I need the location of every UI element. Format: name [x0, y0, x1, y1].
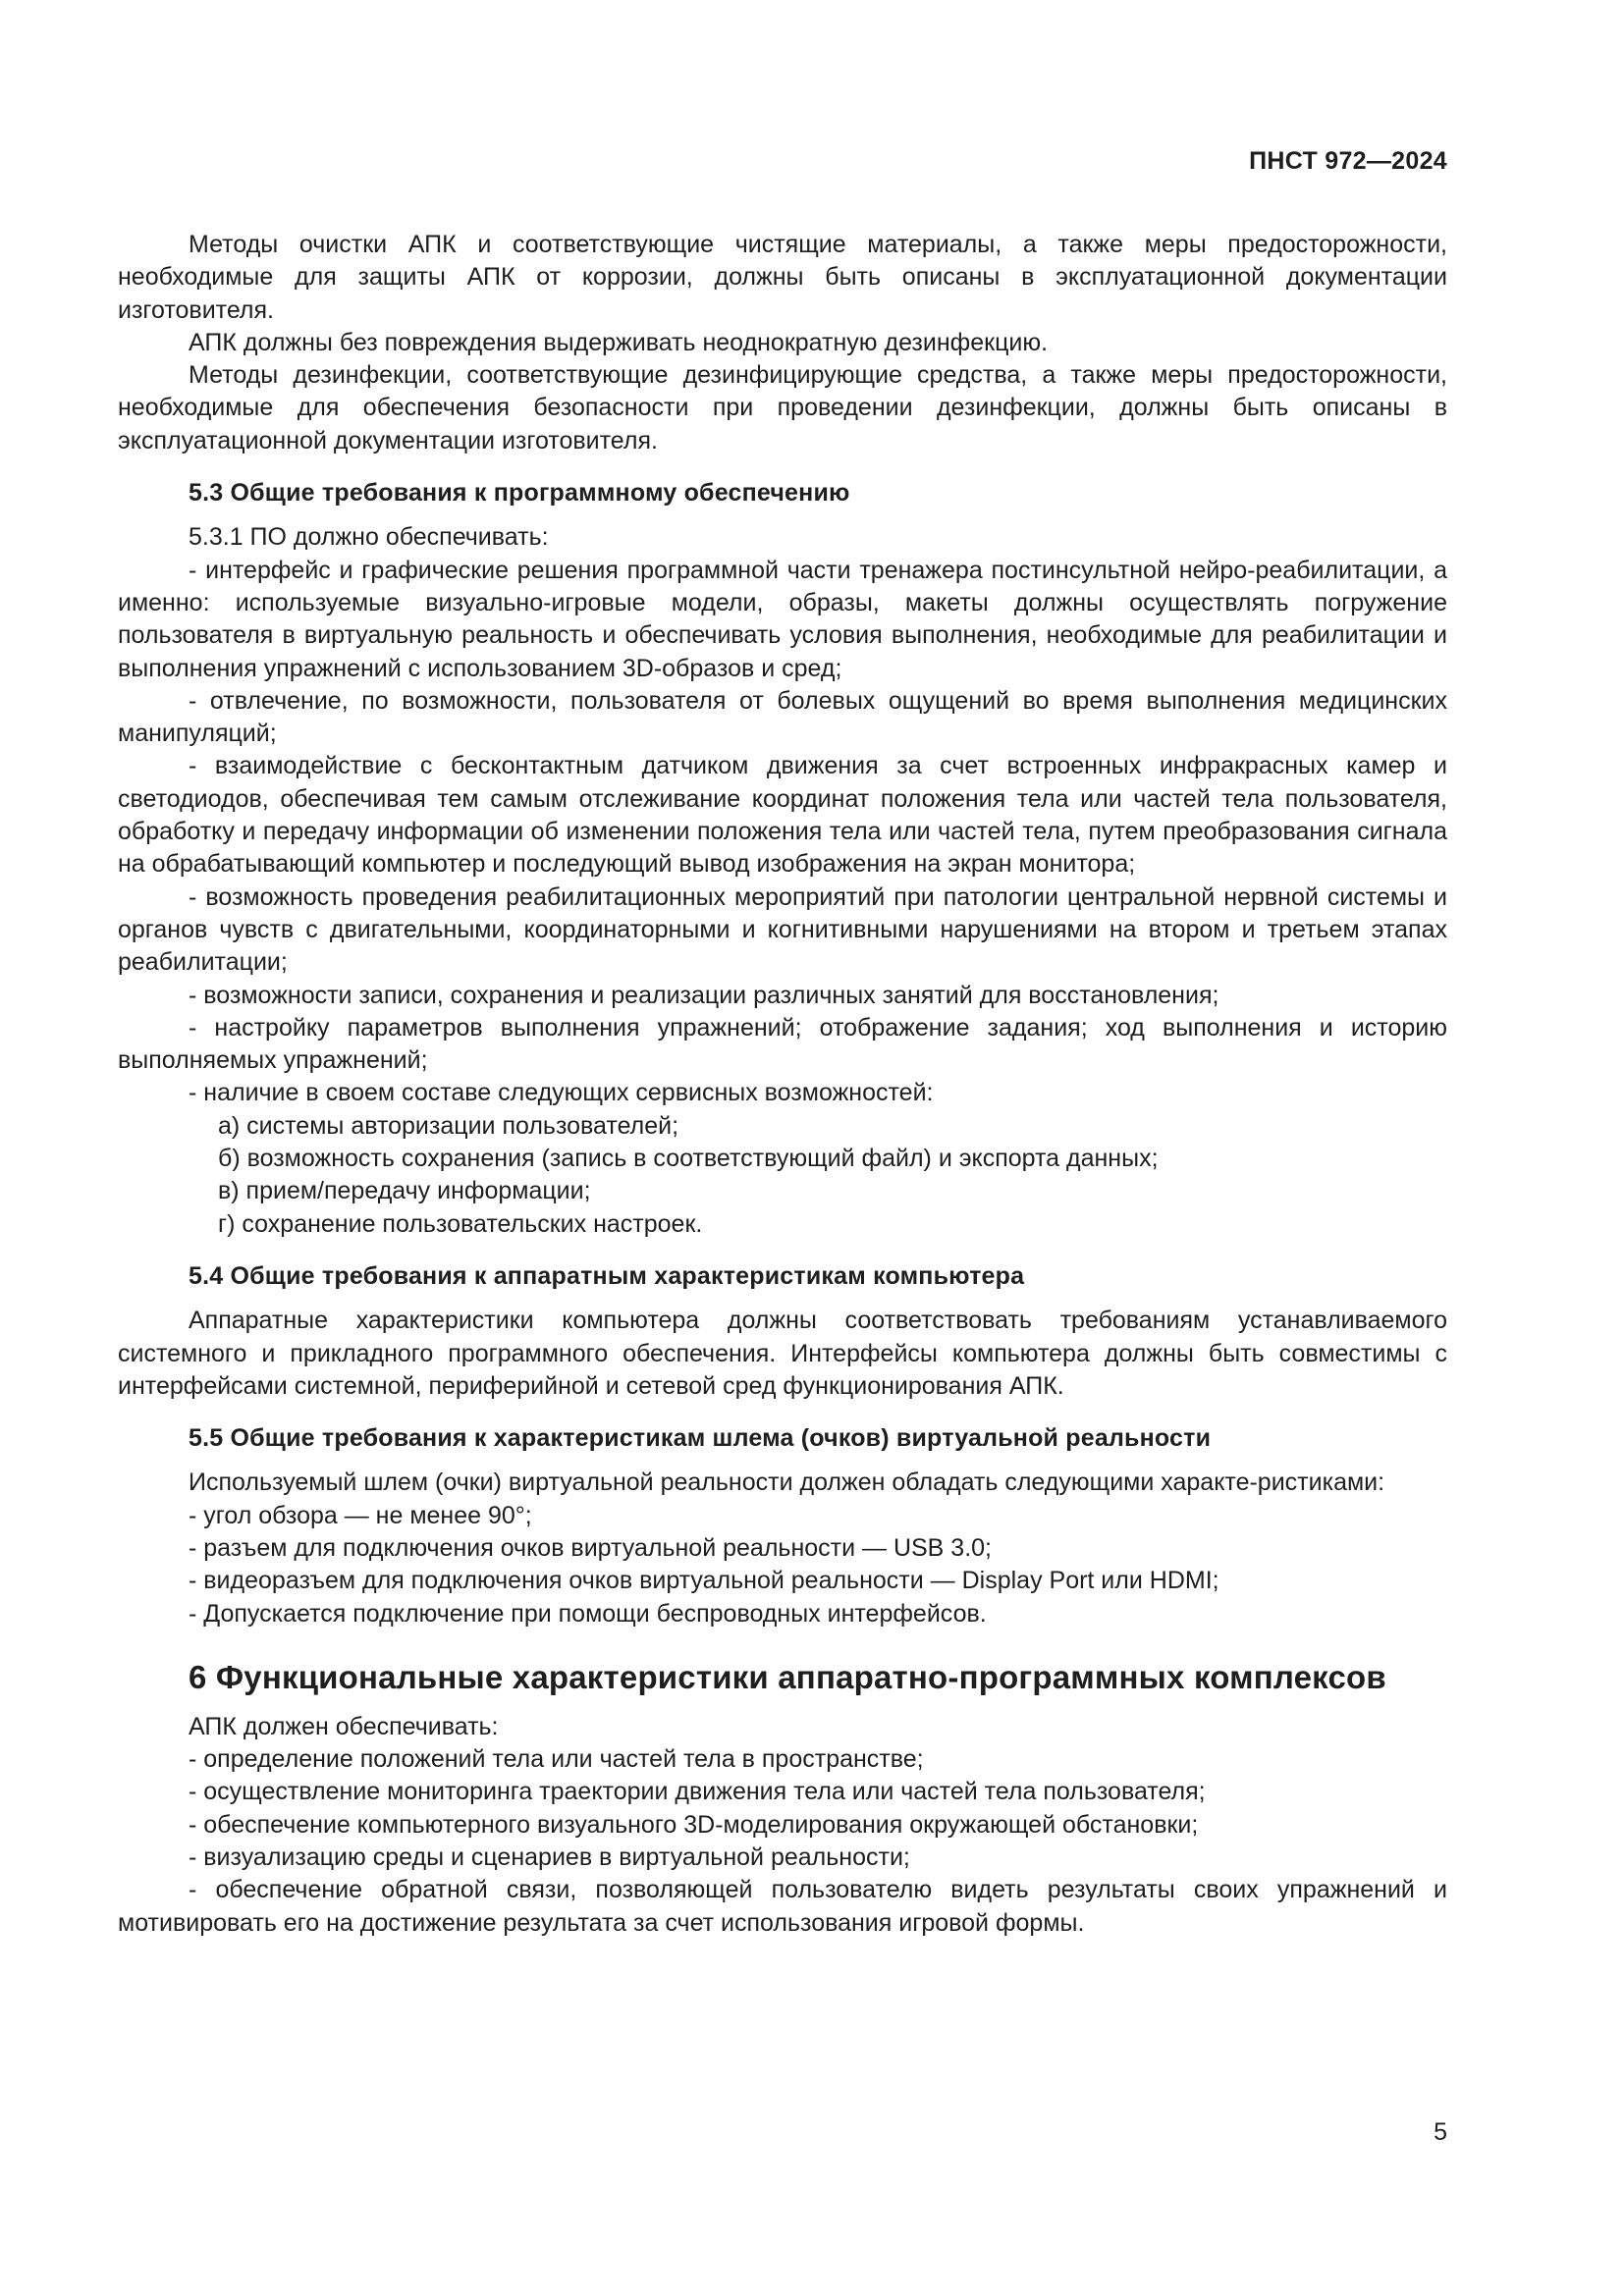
- list-item: - отвлечение, по возможности, пользователя от болевых ощущений во время выполнения медицинских манипуляций;: [118, 686, 1447, 748]
- list-item: - разъем для подключения очков виртуальной реальности — USB 3.0;: [189, 1533, 993, 1562]
- section-5-3-1-lead: 5.3.1 ПО должно обеспечивать:: [189, 523, 549, 552]
- document-code: ПНСТ 972—2024: [1249, 147, 1447, 175]
- list-item: - возможности записи, сохранения и реализации различных занятий для восстановления;: [189, 981, 1219, 1009]
- section-6-heading: 6 Функциональные характеристики аппаратно-программных комплексов: [189, 1658, 1386, 1695]
- list-item: - Допускается подключение при помощи беспроводных интерфейсов.: [189, 1599, 987, 1628]
- list-item: - угол обзора — не менее 90°;: [189, 1501, 532, 1529]
- paragraph-cleaning: Методы очистки АПК и соответствующие чистящие материалы, а также меры предосторожности, необходимые для защиты АПК от коррозии, должны быть описаны в эксплуатационной документации изготовителя.: [118, 231, 1447, 324]
- section-5-5-lead: Используемый шлем (очки) виртуальной реальности должен обладать следующими характе-ристиками:: [189, 1468, 1385, 1497]
- sub-list-item: г) сохранение пользовательских настроек.: [218, 1209, 703, 1238]
- list-item: - интерфейс и графические решения программной части тренажера постинсультной нейро-реабилитации, а именно: используемые визуально-игровые модели, образы, макеты должны осуществлять погружение пользователя в виртуальную реальность и обеспечивать условия выполнения, необходимые для реабилитации и выполнения упражнений с использованием 3D-образов и сред;: [118, 556, 1447, 682]
- list-item: - взаимодействие с бесконтактным датчиком движения за счет встроенных инфракрасных камер и светодиодов, обеспечивая тем самым отслеживание координат положения тела или частей тела пользователя, обработку и передачу информации об изменении положения тела или частей тела, путем преобразования сигнала на обрабатывающий компьютер и последующий вывод изображения на экран монитора;: [118, 752, 1447, 879]
- section-5-4-heading: 5.4 Общие требования к аппаратным характеристикам компьютера: [189, 1261, 1025, 1290]
- list-item: - осуществление мониторинга траектории движения тела или частей тела пользователя;: [189, 1778, 1206, 1806]
- section-6-lead: АПК должен обеспечивать:: [189, 1712, 499, 1740]
- paragraph-disinfection-methods: Методы дезинфекции, соответствующие дезинфицирующие средства, а также меры предосторожности, необходимые для обеспечения безопасности при проведении дезинфекции, должны быть описаны в эксплуатационной документации изготовителя.: [118, 361, 1447, 454]
- list-item: - видеоразъем для подключения очков виртуальной реальности — Display Port или HDMI;: [189, 1567, 1219, 1595]
- sub-list-item: б) возможность сохранения (запись в соответствующий файл) и экспорта данных;: [218, 1145, 1159, 1173]
- sub-list-item: а) системы авторизации пользователей;: [218, 1111, 679, 1140]
- list-item: - определение положений тела или частей тела в пространстве;: [189, 1745, 924, 1774]
- list-item: - возможность проведения реабилитационных мероприятий при патологии центральной нервной системы и органов чувств с двигательными, координаторными и когнитивными нарушениями на втором и третьем этапах реабилитации;: [118, 882, 1447, 977]
- paragraph-disinfection-resistance: АПК должны без повреждения выдерживать неоднократную дезинфекцию.: [189, 328, 1049, 356]
- section-5-5-heading: 5.5 Общие требования к характеристикам шлема (очков) виртуальной реальности: [189, 1424, 1212, 1453]
- list-item: - наличие в своем составе следующих сервисных возможностей:: [189, 1079, 934, 1107]
- page-number: 5: [1434, 2118, 1447, 2146]
- list-item: - визуализацию среды и сценариев в виртуальной реальности;: [189, 1843, 910, 1872]
- document-body: [118, 229, 1447, 1940]
- section-5-3-heading: 5.3 Общие требования к программному обеспечению: [189, 479, 850, 507]
- section-5-4-text: Аппаратные характеристики компьютера должны соответствовать требованиям устанавливаемого системного и прикладного программного обеспечения. Интерфейсы компьютера должны быть совместимы с интерфейсами системной, периферийной и сетевой сред функционирования АПК.: [118, 1307, 1447, 1400]
- list-item: - настройку параметров выполнения упражнений; отображение задания; ход выполнения и историю выполняемых упражнений;: [118, 1013, 1447, 1075]
- list-item: - обеспечение обратной связи, позволяющей пользователю видеть результаты своих упражнений и мотивировать его на достижение результата за счет использования игровой формы.: [118, 1876, 1447, 1937]
- list-item: - обеспечение компьютерного визуального 3D-моделирования окружающей обстановки;: [189, 1810, 1199, 1839]
- sub-list-item: в) прием/передачу информации;: [218, 1177, 591, 1205]
